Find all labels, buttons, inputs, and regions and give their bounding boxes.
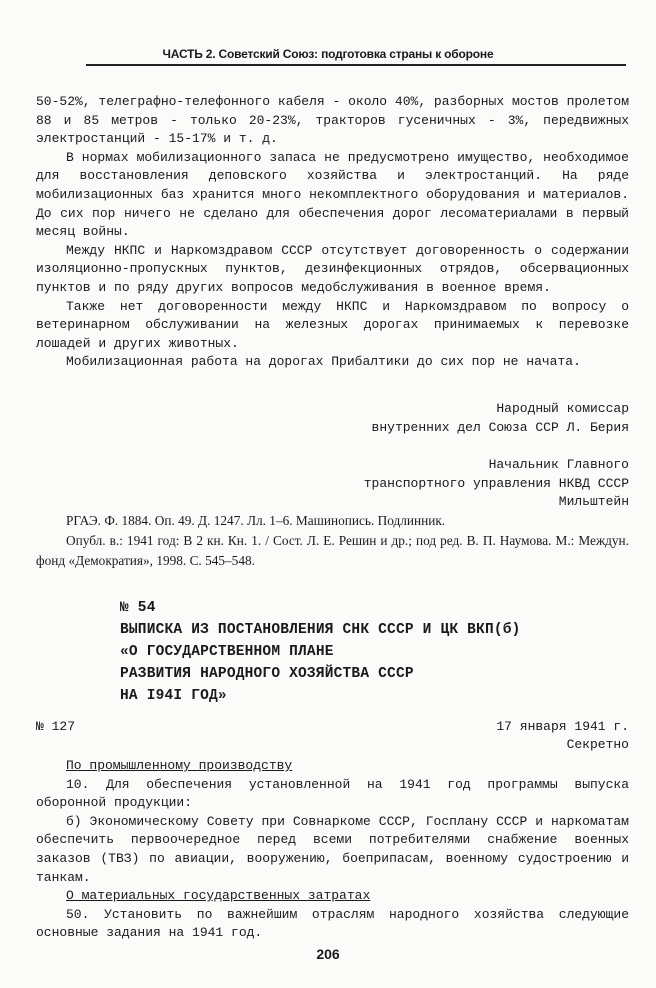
document-title-line-4: НА I94I ГОД» <box>120 688 227 704</box>
archive-reference: РГАЭ. Ф. 1884. Оп. 49. Д. 1247. Лл. 1–6. Машинопись. Подлинник. <box>66 513 446 528</box>
signature-beria-name: внутренних дел Союза ССР Л. Берия <box>371 419 629 435</box>
decree-item-10b: б) Экономическому Совету при Совнаркоме СССР, Госплану СССР и наркоматам обеспечить первоочередное перед всеми потребителями снабжение военных заказов (ТВЗ) по авиации, вооружению, боеприпасам, военному судостроению и танкам. <box>36 813 629 885</box>
publication-reference: Опубл. в.: 1941 год: В 2 кн. Кн. 1. / Сост. Л. Е. Решин и др.; под ред. В. П. Наумова. М.: Междун. фонд «Демократия», 1998. С. 545–548. <box>36 533 629 568</box>
section-heading-expenses: О материальных государственных затратах <box>66 888 371 904</box>
signature-milshtein <box>364 456 629 512</box>
report-body <box>36 93 629 372</box>
decree-item-50: 50. Установить по важнейшим отраслям народного хозяйства следующие основные задания на 1941 год. <box>36 906 629 941</box>
source-notes <box>36 511 629 571</box>
report-paragraph-1: 50-52%, телеграфно-телефонного кабеля - около 40%, разборных мостов пролетом 88 и 85 метров - только 20-23%, тракторов гусеничных - 3%, передвижных электростанций - 15-17% и т. д. <box>36 94 629 147</box>
document-date: 17 января 1941 г. <box>496 719 629 734</box>
signature-beria-title: Народный комиссар <box>496 401 629 416</box>
document-title-line-1: ВЫПИСКА ИЗ ПОСТАНОВЛЕНИЯ СНК СССР И ЦК ВКП(б) <box>120 622 521 638</box>
report-paragraph-2: В нормах мобилизационного запаса не предусмотрено имущество, необходимое для восстановления деповского хозяйства и электростанций. На ряде мобилизационных баз хранится много некомплектного оборудования и материалов. До сих пор ничего не сделано для обеспечения дорог лесоматериалами в первый месяц войны. <box>36 149 629 240</box>
document-title-line-3: РАЗВИТИЯ НАРОДНОГО ХОЗЯЙСТВА СССР <box>120 666 414 682</box>
document-number: № 54 <box>120 600 156 616</box>
report-paragraph-3: Между НКПС и Наркомздравом СССР отсутствует договоренность о содержании изоляционно-пропускных пунктов, дезинфекционных отрядов, обсервационных пунктов и по ряду других вопросов медобслуживания в военное время. <box>36 242 629 295</box>
decree-item-10: 10. Для обеспечения установленной на 1941 год программы выпуска оборонной продукции: <box>36 776 629 811</box>
document-title <box>120 619 640 707</box>
document-title-line-2: «О ГОСУДАРСТВЕННОМ ПЛАНЕ <box>120 644 334 660</box>
report-paragraph-5: Мобилизационная работа на дорогах Прибалтики до сих пор не начата. <box>66 354 581 370</box>
running-head: ЧАСТЬ 2. Советский Союз: подготовка страны к обороне <box>162 47 494 61</box>
decree-body <box>36 757 629 943</box>
report-paragraph-4: Также нет договоренности между НКПС и Наркомздравом по вопросу о ветеринарном обслуживании на железных дорогах принимаемых к перевозке лошадей и других животных. <box>36 298 629 351</box>
section-heading-industry: По промышленному производству <box>66 758 293 773</box>
signature-milshtein-office: транспортного управления НКВД СССР <box>363 475 629 491</box>
classification-mark: Секретно <box>566 737 629 752</box>
signature-milshtein-name: Мильштейн <box>558 494 629 510</box>
registration-number: № 127 <box>36 719 76 734</box>
signature-beria <box>372 400 629 437</box>
signature-milshtein-title: Начальник Главного <box>488 457 629 472</box>
page-number: 206 <box>316 946 340 962</box>
header-rule <box>86 64 626 66</box>
